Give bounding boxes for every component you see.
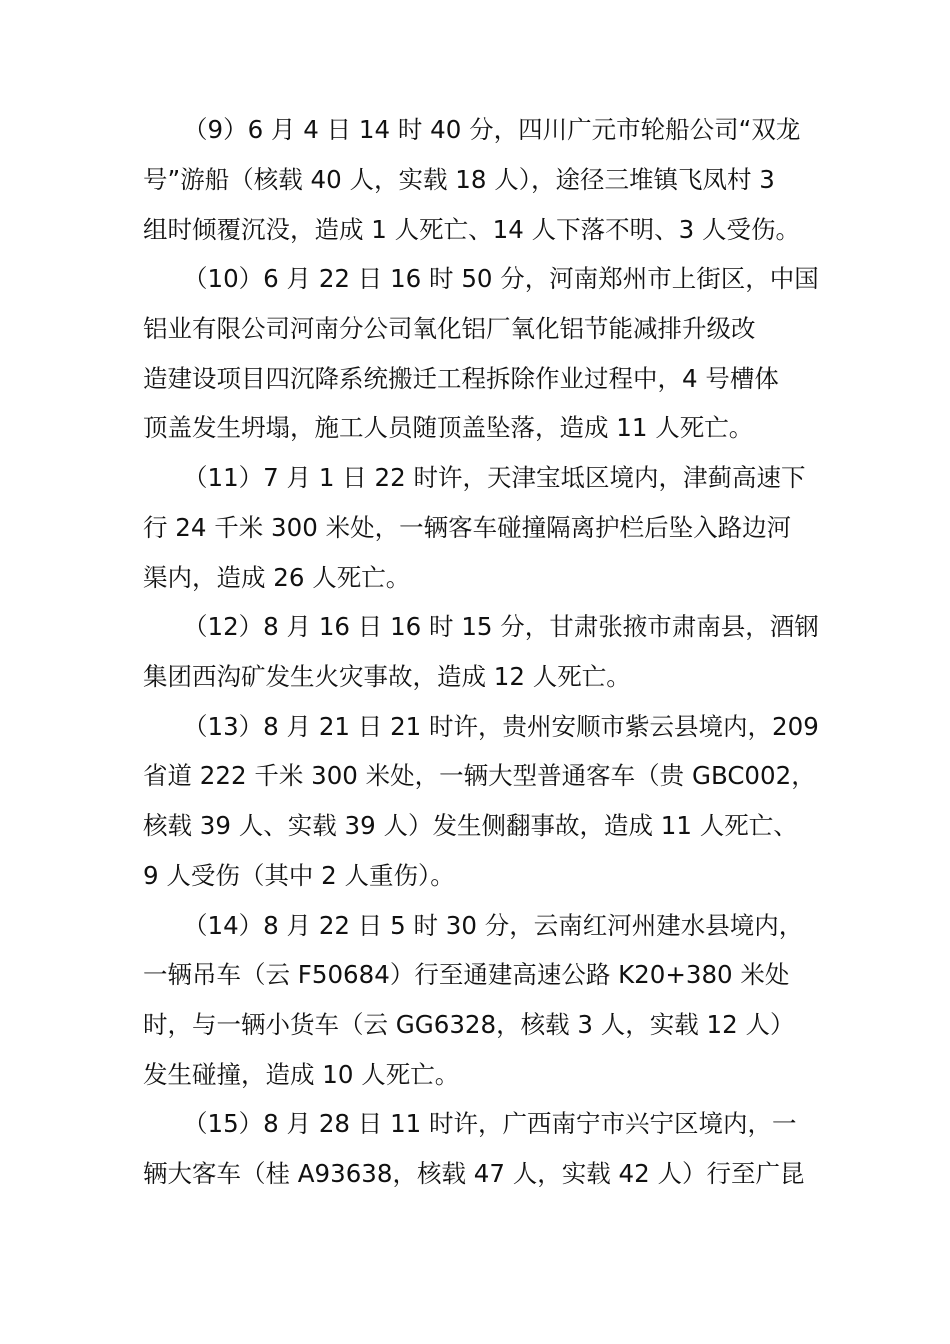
paragraph-15-line-2: 辆大客车（桂 A93638，核载 47 人，实载 42 人）行至广昆	[143, 1159, 805, 1188]
paragraph-12-line-2: 集团西沟矿发生火灾事故，造成 12 人死亡。	[143, 662, 631, 691]
paragraph-9-line-1: （9）6 月 4 日 14 时 40 分，四川广元市轮船公司“双龙	[183, 115, 801, 144]
paragraph-11-line-1: （11）7 月 1 日 22 时许，天津宝坻区境内，津蓟高速下	[183, 463, 806, 492]
paragraph-10-line-3: 造建设项目四沉降系统搬迁工程拆除作业过程中，4 号槽体	[143, 364, 779, 393]
paragraph-10-line-1: （10）6 月 22 日 16 时 50 分，河南郑州市上街区，中国	[183, 264, 819, 293]
paragraph-13-line-1: （13）8 月 21 日 21 时许，贵州安顺市紫云县境内，209	[183, 712, 819, 741]
paragraph-13-line-4: 9 人受伤（其中 2 人重伤）。	[143, 861, 455, 890]
paragraph-11-line-2: 行 24 千米 300 米处，一辆客车碰撞隔离护栏后坠入路边河	[143, 513, 792, 542]
paragraph-13-line-2: 省道 222 千米 300 米处，一辆大型普通客车（贵 GBC002，	[143, 761, 816, 790]
paragraph-9-line-3: 组时倾覆沉没，造成 1 人死亡、14 人下落不明、3 人受伤。	[143, 215, 800, 244]
paragraph-13-line-3: 核载 39 人、实载 39 人）发生侧翻事故，造成 11 人死亡、	[143, 811, 798, 840]
paragraph-14-line-1: （14）8 月 22 日 5 时 30 分，云南红河州建水县境内，	[183, 911, 804, 940]
paragraph-15-line-1: （15）8 月 28 日 11 时许，广西南宁市兴宁区境内，一	[183, 1109, 797, 1138]
paragraph-9-line-2: 号”游船（核载 40 人，实载 18 人），途径三堆镇飞凤村 3	[143, 165, 775, 194]
paragraph-14-line-3: 时，与一辆小货车（云 GG6328，核载 3 人，实载 12 人）	[143, 1010, 795, 1039]
paragraph-14-line-4: 发生碰撞，造成 10 人死亡。	[143, 1060, 460, 1089]
paragraph-14-line-2: 一辆吊车（云 F50684）行至通建高速公路 K20+380 米处	[143, 960, 790, 989]
paragraph-12-line-1: （12）8 月 16 日 16 时 15 分，甘肃张掖市肃南县，酒钢	[183, 612, 819, 641]
paragraph-11-line-3: 渠内，造成 26 人死亡。	[143, 563, 411, 592]
paragraph-10-line-4: 顶盖发生坍塌，施工人员随顶盖坠落，造成 11 人死亡。	[143, 413, 754, 442]
paragraph-10-line-2: 铝业有限公司河南分公司氧化铝厂氧化铝节能减排升级改	[143, 314, 756, 343]
